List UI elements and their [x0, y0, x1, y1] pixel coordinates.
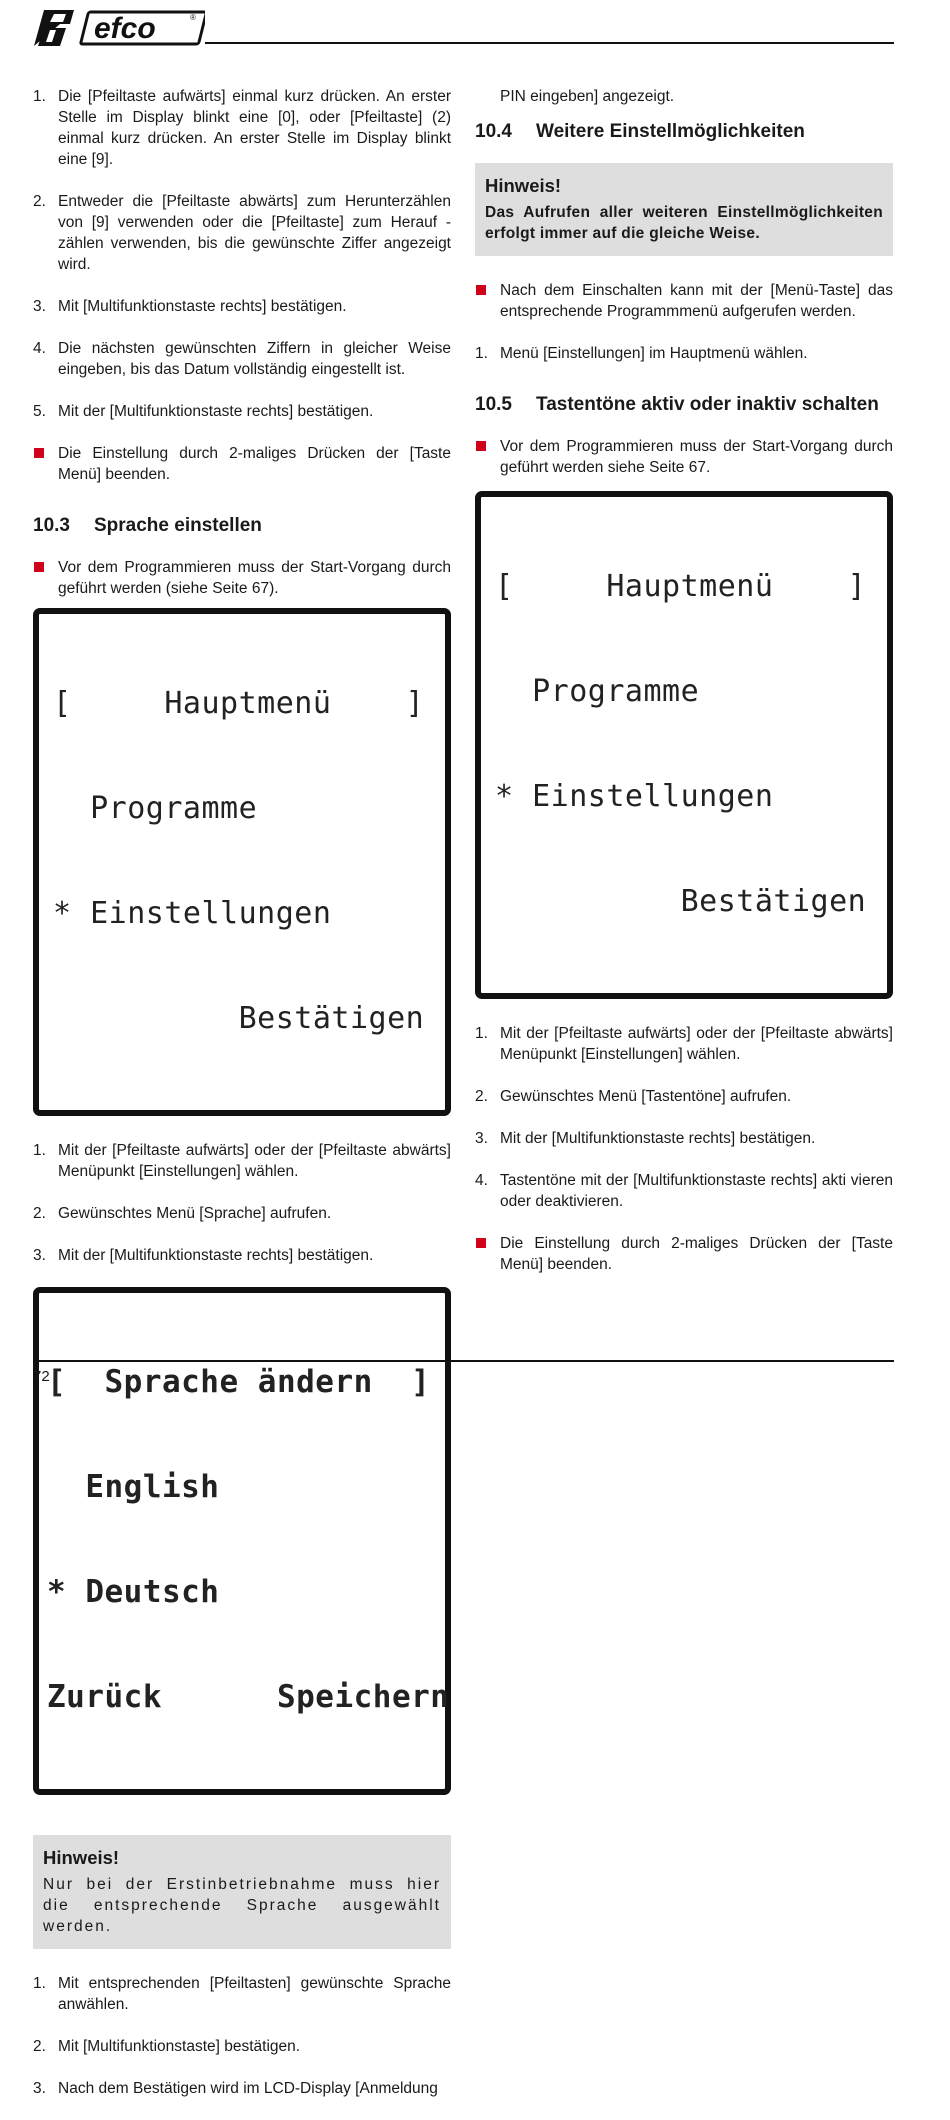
list-item: 1. Die [Pfeiltaste aufwärts] einmal kurz drücken. An erster Stelle im Display blinkt eine [0], oder [Pfeiltaste] (2) einmal kurz drücken. An erster Stelle im Display blinkt eine [9].	[33, 88, 451, 168]
list-item: 2. Gewünschtes Menü [Tastentöne] aufrufen.	[475, 1088, 792, 1105]
red-square-bullet-icon	[476, 285, 486, 295]
red-square-bullet-icon	[476, 1238, 486, 1248]
bullet-item: Die Einstellung durch 2-maliges Drücken der [Taste Menü] beenden.	[33, 443, 451, 485]
list-item-text: Mit [Multifunktionstaste rechts] bestätigen.	[58, 298, 347, 315]
list-item-text: Entweder die [Pfeiltaste abwärts] zum Herunterzählen von [9] verwenden oder die [Pfeiltaste] zum Herauf - zählen verwenden, bis die gewünschte Ziffer angezeigt wird.	[58, 193, 451, 273]
list-item: 2. Gewünschtes Menü [Sprache] aufrufen.	[33, 1205, 332, 1222]
note-title: Hinweis!	[43, 1847, 120, 1868]
list-item-text: Mit der [Multifunktionstaste rechts] bestätigen.	[58, 403, 374, 420]
note-text: Nur bei der Erstinbetriebnahme muss hier die entsprechende Sprache ausgewählt werden.	[43, 1876, 441, 1935]
page-number: 72	[33, 1368, 50, 1385]
list-item: 4. Die nächsten gewünschten Ziffern in gleicher Weise eingeben, bis das Datum vollständig eingestellt ist.	[33, 340, 451, 378]
lcd-display-hauptmenu: [ Hauptmenü ] Programme * Einstellungen Bestätigen	[33, 608, 451, 1116]
efco-logo	[30, 6, 205, 50]
note-box	[33, 1835, 451, 1949]
logo-text: efco	[94, 12, 156, 45]
bullet-item: Die Einstellung durch 2-maliges Drücken der [Taste Menü] beenden.	[475, 1233, 893, 1275]
section-heading-10-4: 10.4 Weitere Einstellmöglichkeiten	[475, 121, 805, 142]
list-item: 1. Mit entsprechenden [Pfeiltasten] gewünschte Sprache anwählen.	[33, 1975, 451, 2013]
list-item: 5. Mit der [Multifunktionstaste rechts] bestätigen.	[33, 403, 374, 420]
bullet-item: Vor dem Programmieren muss der Start-Vorgang durch geführt werden siehe Seite 67.	[475, 436, 893, 478]
red-square-bullet-icon	[34, 448, 44, 458]
note-text: Das Aufrufen aller weiteren Einstellmöglichkeiten erfolgt immer auf die gleiche Weise.	[485, 204, 883, 242]
list-item: 3. Mit der [Multifunktionstaste rechts] bestätigen.	[475, 1130, 816, 1147]
right-column	[475, 86, 893, 1296]
list-item: 2. Entweder die [Pfeiltaste abwärts] zum Herunterzählen von [9] verwenden oder die [Pfeiltaste] zum Herauf - zählen verwenden, bis die gewünschte Ziffer angezeigt wird.	[33, 193, 451, 273]
list-item-text: Die nächsten gewünschten Ziffern in gleicher Weise eingeben, bis das Datum vollständig eingestellt ist.	[58, 340, 451, 378]
list-item: 3. Mit [Multifunktionstaste rechts] bestätigen.	[33, 298, 347, 315]
list-item-text: Die [Pfeiltaste aufwärts] einmal kurz drücken. An erster Stelle im Display blinkt eine [0], oder [Pfeiltaste] (2) einmal kurz drücken. An erster Stelle im Display blinkt eine [9].	[58, 88, 451, 168]
bullet-item: Nach dem Einschalten kann mit der [Menü-Taste] das entsprechende Programmmenü aufgerufen werden.	[475, 280, 893, 322]
list-item: 3. Mit der [Multifunktionstaste rechts] bestätigen.	[33, 1247, 374, 1264]
list-item: 3. Nach dem Bestätigen wird im LCD-Display [Anmeldung	[33, 2080, 438, 2097]
note-box	[475, 163, 893, 256]
list-item: 1. Mit der [Pfeiltaste aufwärts] oder der [Pfeiltaste abwärts] Menüpunkt [Einstellungen] wählen.	[475, 1025, 893, 1063]
list-item: 2. Mit [Multifunktionstaste] bestätigen.	[33, 2038, 301, 2055]
red-square-bullet-icon	[476, 441, 486, 451]
left-column	[33, 86, 451, 2120]
steps-list-date	[33, 86, 451, 422]
list-item: 4. Tastentöne mit der [Multifunktionstaste rechts] akti vieren oder deaktivieren.	[475, 1172, 893, 1210]
continuation-text: PIN eingeben] angezeigt.	[500, 88, 675, 105]
lcd-display-hauptmenu: [ Hauptmenü ] Programme * Einstellungen Bestätigen	[475, 491, 893, 999]
logo-registered-mark: ®	[190, 13, 196, 22]
bullet-item: Vor dem Programmieren muss der Start-Vorgang durch geführt werden (siehe Seite 67).	[33, 557, 451, 599]
note-title: Hinweis!	[485, 175, 562, 196]
section-heading-10-5: 10.5 Tastentöne aktiv oder inaktiv schalten	[475, 394, 879, 415]
list-item: 1. Mit der [Pfeiltaste aufwärts] oder der [Pfeiltaste abwärts] Menüpunkt [Einstellungen] wählen.	[33, 1142, 451, 1180]
list-item: 1. Menü [Einstellungen] im Hauptmenü wählen.	[475, 345, 808, 362]
header-rule	[205, 42, 894, 44]
section-heading-10-3: 10.3 Sprache einstellen	[33, 515, 262, 536]
red-square-bullet-icon	[34, 562, 44, 572]
footer-rule	[33, 1360, 894, 1362]
lcd-display-sprache: [ Sprache ändern ] English * Deutsch Zurück Speichern	[33, 1287, 451, 1795]
